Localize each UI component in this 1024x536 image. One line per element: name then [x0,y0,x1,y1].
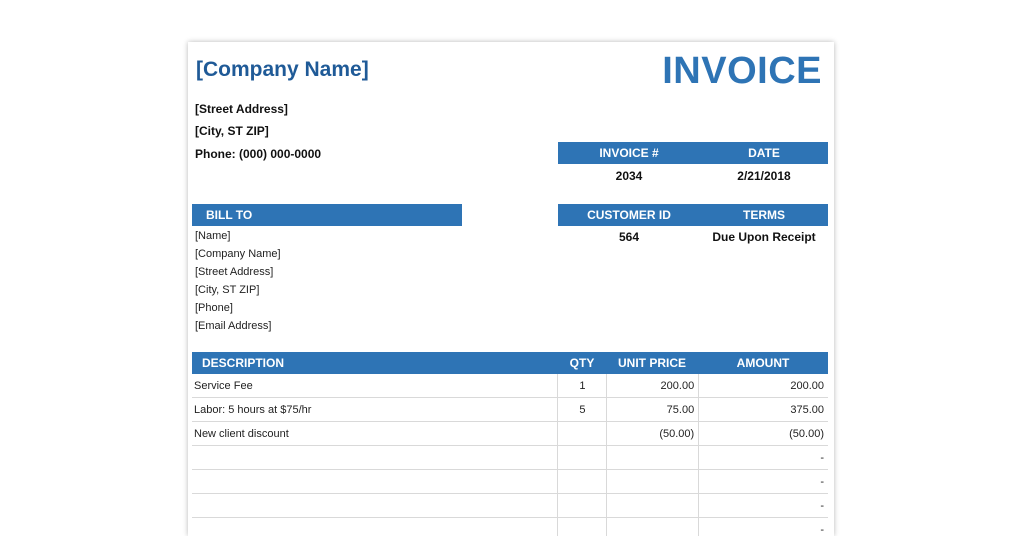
item-description: Labor: 5 hours at $75/hr [194,403,312,416]
item-unit-price [606,494,698,517]
bill-to-name: [Name] [195,230,231,242]
item-amount: - [698,494,828,517]
company-city: [City, ST ZIP] [195,124,269,138]
description-header: DESCRIPTION [202,356,285,370]
qty-header: QTY [569,356,595,370]
item-qty [557,422,606,445]
items-table [192,352,828,536]
item-unit-price: 200.00 [606,374,698,397]
company-phone: Phone: (000) 000-0000 [195,147,322,161]
item-description: New client discount [194,427,289,440]
terms-value: Due Upon Receipt [712,230,816,244]
item-unit-price: (50.00) [606,422,698,445]
terms-label: TERMS [743,208,785,222]
items-body [192,374,828,536]
item-amount: - [698,470,828,493]
table-row [192,398,828,422]
item-unit-price [606,446,698,469]
item-unit-price: 75.00 [606,398,698,421]
company-name: [Company Name] [196,58,369,81]
date-label: DATE [748,146,780,160]
customer-terms-header [558,204,828,226]
item-qty [557,470,606,493]
item-amount: (50.00) [698,422,828,445]
bill-to-email: [Email Address] [195,320,272,332]
bill-to-label: BILL TO [206,208,253,222]
table-row [192,422,828,446]
bill-to-company: [Company Name] [195,248,281,260]
bill-to-city: [City, ST ZIP] [195,284,260,296]
table-row [192,494,828,518]
table-row [192,470,828,494]
table-row [192,446,828,470]
bill-to-street: [Street Address] [195,266,274,278]
item-qty [557,494,606,517]
invoice-date-header [558,142,828,164]
invoice-date: 2/21/2018 [737,169,791,183]
customer-id-label: CUSTOMER ID [587,208,671,222]
item-amount: 200.00 [698,374,828,397]
item-amount: - [698,446,828,469]
bill-to-header [192,204,462,226]
item-qty [557,446,606,469]
item-qty: 5 [557,398,606,421]
item-amount: 375.00 [698,398,828,421]
amount-header: AMOUNT [736,356,790,370]
invoice-sheet [188,42,834,536]
item-unit-price [606,518,698,536]
item-unit-price [606,470,698,493]
invoice-title: INVOICE [662,50,822,92]
unit-price-header: UNIT PRICE [617,356,686,370]
item-amount: - [698,518,828,536]
bill-to-phone: [Phone] [195,302,233,314]
company-street: [Street Address] [195,102,288,116]
customer-id: 564 [618,230,640,244]
invoice-number-label: INVOICE # [599,146,659,160]
items-header [192,352,828,374]
item-qty: 1 [557,374,606,397]
table-row [192,374,828,398]
invoice-number: 2034 [615,169,643,183]
item-description: Service Fee [194,379,253,392]
table-row [192,518,828,536]
item-qty [557,518,606,536]
